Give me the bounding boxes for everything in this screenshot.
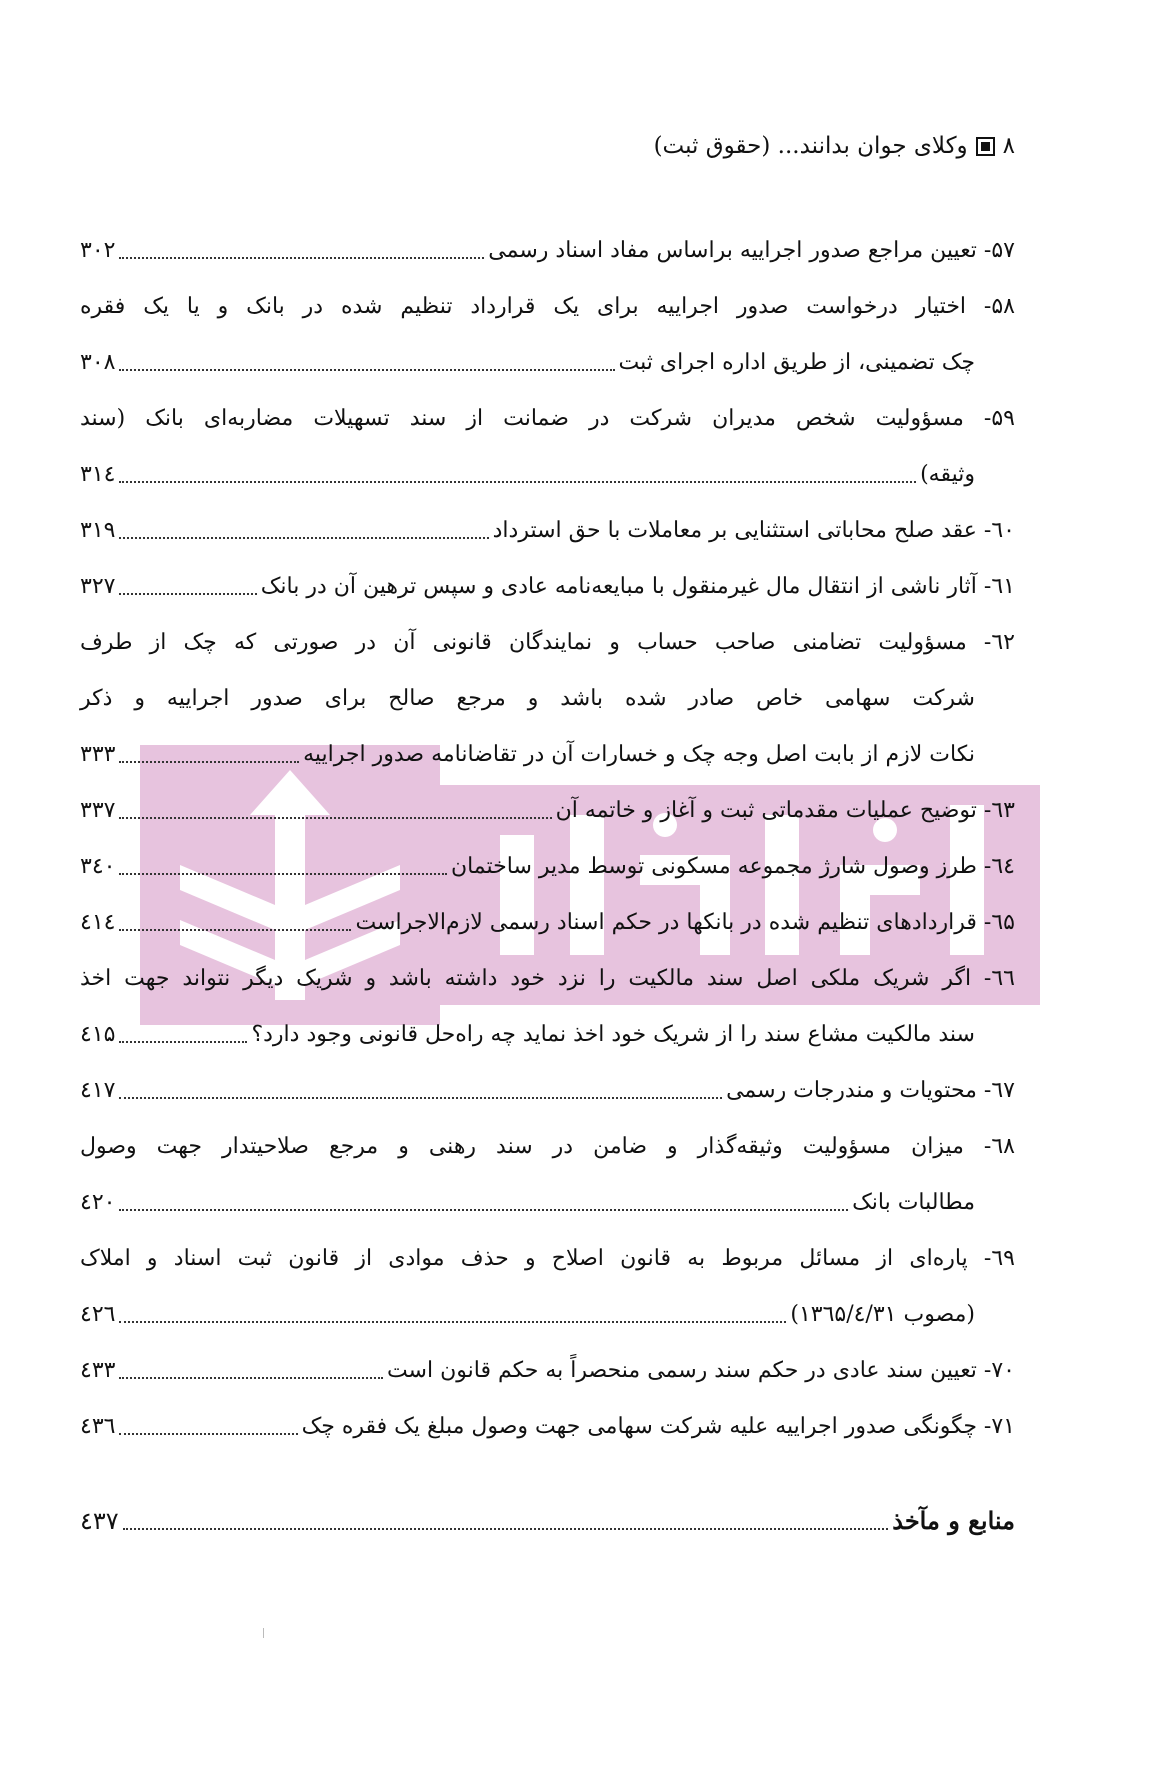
toc-entry-title: ٦۸- میزان مسؤولیت وثیقه‌گذار و ضامن در سند رهنی و مرجع صلاحیتدار جهت وصول (80, 1133, 1015, 1159)
sources-entry (80, 1506, 1015, 1535)
toc-entry-title: ٦٤- طرز وصول شارژ مجموعه مسکونی توسط مدیر ساختمان (450, 853, 1015, 879)
toc-entry (80, 782, 1015, 838)
toc-page-number: ٤۳٦ (80, 1413, 116, 1439)
dot-leader (123, 1528, 889, 1530)
toc-line (80, 726, 1015, 782)
toc-entry (80, 1342, 1015, 1398)
toc-entry-title: چک تضمینی، از طریق اداره اجرای ثبت (618, 349, 975, 375)
book-title: وکلای جوان بدانند... (حقوق ثبت) (653, 133, 968, 159)
toc-entry-title: ٦۳- توضیح عملیات مقدماتی ثبت و آغاز و خاتمه آن (555, 797, 1015, 823)
toc-page-number: ٤۳۳ (80, 1357, 116, 1383)
toc-page-number: ۳۳۳ (80, 741, 116, 767)
toc-entry (80, 222, 1015, 278)
toc-entry-title: ۵۷- تعیین مراجع صدور اجراییه براساس مفاد اسناد رسمی (488, 237, 1015, 263)
dot-leader (119, 873, 446, 875)
dot-leader (119, 1097, 722, 1099)
dot-leader (119, 761, 299, 763)
toc-line (80, 334, 1015, 390)
toc-entry-title: ٦۲- مسؤولیت تضامنی صاحب حساب و نمایندگان قانونی آن در صورتی که چک از طرف (80, 629, 1015, 655)
toc-line (80, 1342, 1015, 1398)
dot-leader (119, 257, 484, 259)
dot-leader (119, 929, 351, 931)
dot-leader (119, 593, 256, 595)
toc-page-number: ۳۰۸ (80, 349, 116, 375)
toc-line (80, 1230, 1015, 1286)
toc-line (80, 1174, 1015, 1230)
dot-leader (119, 369, 614, 371)
dot-leader (119, 1209, 848, 1211)
toc-entry-title: ۷۱- چگونگی صدور اجراییه علیه شرکت سهامی جهت وصول مبلغ یک فقره چک (301, 1413, 1015, 1439)
toc-line (80, 1006, 1015, 1062)
dot-leader (119, 1321, 786, 1323)
toc-entry-title: وثیقه) (920, 461, 975, 487)
running-header (654, 133, 1015, 159)
toc-page-number: ۳۳۷ (80, 797, 116, 823)
toc-line (80, 1062, 1015, 1118)
toc-line (80, 894, 1015, 950)
toc-line (80, 1286, 1015, 1342)
toc-page-number: ۳۱۹ (80, 517, 116, 543)
scan-mark (263, 1628, 264, 1638)
toc-page-number: ٤۱۵ (80, 1021, 116, 1047)
toc-entry-title: ٦۱- آثار ناشی از انتقال مال غیرمنقول با مبایعه‌نامه عادی و سپس ترهین آن در بانک (260, 573, 1015, 599)
toc-entry-title: ٦۷- محتویات و مندرجات رسمی (726, 1077, 1015, 1103)
toc-line (80, 222, 1015, 278)
dot-leader (119, 481, 916, 483)
toc-entry (80, 1062, 1015, 1118)
toc-entry-title: ۷۰- تعیین سند عادی در حکم سند رسمی منحصراً به حکم قانون است (386, 1357, 1015, 1383)
toc-entry (80, 558, 1015, 614)
toc-entry-title: ٦۵- قراردادهای تنظیم شده در بانکها در حکم اسناد رسمی لازم‌الاجراست (355, 909, 1015, 935)
toc-page-number: ٤۲٦ (80, 1301, 116, 1327)
toc-entry (80, 614, 1015, 782)
toc-page-number: ۳٤۰ (80, 853, 116, 879)
toc-line (80, 670, 1015, 726)
toc-line (80, 502, 1015, 558)
page-number: ۸ (1002, 133, 1015, 159)
toc-entry (80, 1398, 1015, 1454)
toc-entry-title: ٦٦- اگر شریک ملکی اصل سند مالکیت را نزد خود داشته باشد و شریک دیگر نتواند جهت اخذ (80, 965, 1015, 991)
toc-entry-title: شرکت سهامی خاص صادر شده باشد و مرجع صالح برای صدور اجراییه و ذکر (80, 685, 975, 711)
toc-line (80, 782, 1015, 838)
toc-line (80, 1118, 1015, 1174)
dot-leader (119, 1377, 383, 1379)
toc-line (80, 390, 1015, 446)
toc-page-number: ۳۱٤ (80, 461, 116, 487)
toc-entry (80, 1118, 1015, 1230)
toc-entry (80, 278, 1015, 390)
toc-line (80, 446, 1015, 502)
toc-entry-title: ۵۹- مسؤولیت شخص مدیران شرکت در ضمانت از سند تسهیلات مضاربه‌ای بانک (سند (80, 405, 1015, 431)
toc-entry (80, 838, 1015, 894)
dot-leader (119, 1041, 247, 1043)
square-bullet-icon (976, 137, 995, 156)
toc-entry-title: ۵۸- اختیار درخواست صدور اجراییه برای یک قرارداد تنظیم شده در بانک و یا یک فقره (80, 293, 1015, 319)
dot-leader (119, 537, 488, 539)
table-of-contents (80, 222, 1015, 1454)
toc-page-number: ۳۲۷ (80, 573, 116, 599)
toc-entry (80, 894, 1015, 950)
toc-entry (80, 502, 1015, 558)
toc-entry-title: مطالبات بانک (852, 1189, 975, 1215)
toc-page-number: ٤۱۷ (80, 1077, 116, 1103)
toc-entry-title: ٦۹- پاره‌ای از مسائل مربوط به قانون اصلاح و حذف موادی از قانون ثبت اسناد و املاک (80, 1245, 1015, 1271)
toc-entry-title: ٦۰- عقد صلح محاباتی استثنایی بر معاملات با حق استرداد (492, 517, 1015, 543)
dot-leader (119, 1433, 297, 1435)
sources-label: منابع و مآخذ (892, 1506, 1015, 1535)
toc-page-number: ٤۱٤ (80, 909, 116, 935)
toc-line (80, 838, 1015, 894)
toc-entry-title: سند مالکیت مشاع سند را از شریک خود اخذ نماید چه راه‌حل قانونی وجود دارد؟ (251, 1021, 975, 1047)
toc-entry-title: (مصوب ۱۳٦۵/٤/۳۱) (790, 1301, 975, 1327)
toc-line (80, 1398, 1015, 1454)
toc-page-number: ۳۰۲ (80, 237, 116, 263)
toc-entry (80, 950, 1015, 1062)
toc-line (80, 278, 1015, 334)
toc-page-number: ٤۲۰ (80, 1189, 116, 1215)
toc-entry-title: نکات لازم از بابت اصل وجه چک و خسارات آن در تقاضانامه صدور اجراییه (303, 741, 975, 767)
toc-line (80, 558, 1015, 614)
dot-leader (119, 817, 551, 819)
toc-entry (80, 390, 1015, 502)
sources-page-number: ٤۳۷ (80, 1506, 119, 1535)
toc-entry (80, 1230, 1015, 1342)
toc-line (80, 614, 1015, 670)
toc-line (80, 950, 1015, 1006)
